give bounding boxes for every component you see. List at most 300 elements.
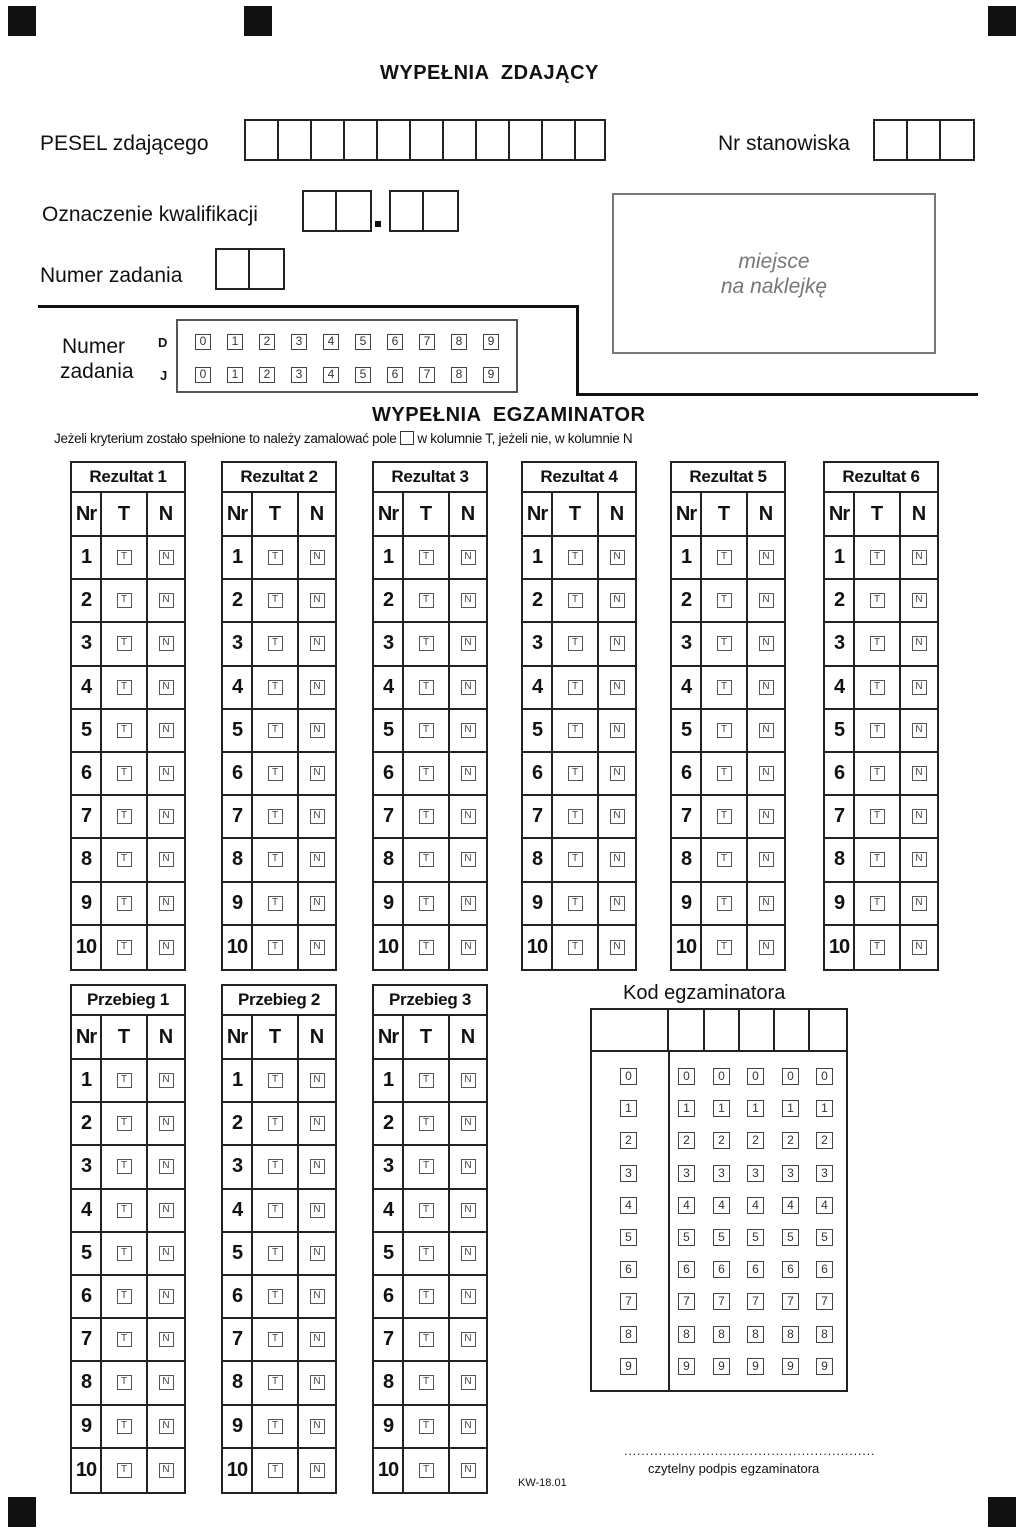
row-number: 4	[523, 667, 553, 708]
kod-bubble-col4-digit-9[interactable]: 9	[747, 1358, 764, 1375]
n-checkbox[interactable]: N	[461, 1073, 476, 1088]
t-checkbox[interactable]: T	[419, 809, 434, 824]
column-header-t: T	[855, 493, 901, 535]
kod-digit-field-2[interactable]	[669, 1010, 705, 1050]
n-checkbox[interactable]: N	[461, 940, 476, 955]
n-checkbox[interactable]: N	[159, 766, 174, 781]
t-checkbox[interactable]: T	[870, 852, 885, 867]
t-checkbox[interactable]: T	[717, 766, 732, 781]
n-checkbox[interactable]: N	[159, 723, 174, 738]
kod-bubble-col4-digit-7[interactable]: 7	[747, 1293, 764, 1310]
n-checkbox[interactable]: N	[610, 593, 625, 608]
kod-bubble-col3-digit-1[interactable]: 1	[713, 1100, 730, 1117]
task-digit-j-1[interactable]: 1	[227, 367, 243, 383]
t-checkbox[interactable]: T	[568, 809, 583, 824]
n-checkbox[interactable]: N	[759, 723, 774, 738]
t-checkbox[interactable]: T	[268, 1463, 283, 1478]
kod-digit-field-5[interactable]	[775, 1010, 810, 1050]
n-checkbox[interactable]: N	[912, 636, 927, 651]
t-checkbox[interactable]: T	[568, 723, 583, 738]
t-checkbox[interactable]: T	[568, 550, 583, 565]
kod-bubble-col1-digit-3[interactable]: 3	[620, 1165, 637, 1182]
row-number: 7	[223, 1319, 253, 1360]
kod-bubble-col5-digit-7[interactable]: 7	[782, 1293, 799, 1310]
task-digit-d-3[interactable]: 3	[291, 334, 307, 350]
t-checkbox[interactable]: T	[117, 852, 132, 867]
kod-bubble-col1-digit-4[interactable]: 4	[620, 1197, 637, 1214]
result-2-title: Rezultat 2	[223, 463, 335, 493]
kod-bubble-col1-digit-0[interactable]: 0	[620, 1068, 637, 1085]
t-checkbox[interactable]: T	[268, 896, 283, 911]
n-checkbox[interactable]: N	[461, 766, 476, 781]
row-number: 10	[72, 926, 102, 969]
kod-bubble-col5-digit-2[interactable]: 2	[782, 1132, 799, 1149]
n-checkbox[interactable]: N	[461, 636, 476, 651]
n-checkbox[interactable]: N	[159, 1332, 174, 1347]
kod-bubble-col5-digit-6[interactable]: 6	[782, 1261, 799, 1278]
t-checkbox[interactable]: T	[117, 1159, 132, 1174]
n-checkbox[interactable]: N	[461, 1159, 476, 1174]
n-checkbox[interactable]: N	[912, 550, 927, 565]
kod-bubble-col2-digit-6[interactable]: 6	[678, 1261, 695, 1278]
kod-bubble-col3-digit-3[interactable]: 3	[713, 1165, 730, 1182]
kod-bubble-col6-digit-3[interactable]: 3	[816, 1165, 833, 1182]
n-checkbox[interactable]: N	[159, 1419, 174, 1434]
table-row	[72, 753, 184, 796]
n-checkbox[interactable]: N	[912, 940, 927, 955]
n-checkbox[interactable]: N	[610, 680, 625, 695]
t-checkbox[interactable]: T	[117, 1116, 132, 1131]
kod-bubble-col4-digit-6[interactable]: 6	[747, 1261, 764, 1278]
table-row	[825, 580, 937, 623]
kod-bubble-col5-digit-8[interactable]: 8	[782, 1326, 799, 1343]
n-checkbox[interactable]: N	[310, 680, 325, 695]
t-checkbox[interactable]: T	[419, 680, 434, 695]
t-checkbox[interactable]: T	[717, 723, 732, 738]
kod-bubble-col2-digit-9[interactable]: 9	[678, 1358, 695, 1375]
table-row	[374, 667, 486, 710]
t-checkbox[interactable]: T	[117, 766, 132, 781]
n-checkbox[interactable]: N	[610, 896, 625, 911]
kod-bubble-col4-digit-8[interactable]: 8	[747, 1326, 764, 1343]
t-checkbox[interactable]: T	[268, 1332, 283, 1347]
n-checkbox[interactable]: N	[159, 1289, 174, 1304]
kod-bubble-col6-digit-1[interactable]: 1	[816, 1100, 833, 1117]
column-n-cell	[901, 839, 937, 880]
column-t-cell	[855, 883, 901, 924]
t-checkbox[interactable]: T	[717, 809, 732, 824]
task-digit-d-9[interactable]: 9	[483, 334, 499, 350]
n-checkbox[interactable]: N	[310, 1159, 325, 1174]
n-checkbox[interactable]: N	[461, 1332, 476, 1347]
t-checkbox[interactable]: T	[870, 636, 885, 651]
n-checkbox[interactable]: N	[759, 809, 774, 824]
n-checkbox[interactable]: N	[310, 550, 325, 565]
kod-bubble-col4-digit-2[interactable]: 2	[747, 1132, 764, 1149]
n-checkbox[interactable]: N	[159, 1203, 174, 1218]
kod-bubble-col3-digit-6[interactable]: 6	[713, 1261, 730, 1278]
t-checkbox[interactable]: T	[419, 766, 434, 781]
kod-digit-field-3[interactable]	[705, 1010, 740, 1050]
n-checkbox[interactable]: N	[310, 940, 325, 955]
task-digit-j-4[interactable]: 4	[323, 367, 339, 383]
t-checkbox[interactable]: T	[268, 723, 283, 738]
n-checkbox[interactable]: N	[461, 809, 476, 824]
n-checkbox[interactable]: N	[912, 896, 927, 911]
t-checkbox[interactable]: T	[717, 940, 732, 955]
t-checkbox[interactable]: T	[419, 1289, 434, 1304]
n-checkbox[interactable]: N	[310, 1419, 325, 1434]
kod-bubble-col1-digit-2[interactable]: 2	[620, 1132, 637, 1149]
t-checkbox[interactable]: T	[268, 1289, 283, 1304]
table-row	[672, 580, 784, 623]
t-checkbox[interactable]: T	[117, 1203, 132, 1218]
kod-bubble-col2-digit-1[interactable]: 1	[678, 1100, 695, 1117]
t-checkbox[interactable]: T	[568, 766, 583, 781]
column-header-nr: Nr	[72, 1016, 102, 1058]
t-checkbox[interactable]: T	[117, 1332, 132, 1347]
station-field[interactable]	[873, 119, 975, 161]
row-number: 8	[825, 839, 855, 880]
t-checkbox[interactable]: T	[117, 1246, 132, 1261]
row-number: 2	[72, 1103, 102, 1144]
row-number: 9	[825, 883, 855, 924]
kod-bubble-col2-digit-3[interactable]: 3	[678, 1165, 695, 1182]
t-checkbox[interactable]: T	[419, 593, 434, 608]
t-checkbox[interactable]: T	[117, 1073, 132, 1088]
qualification-field-part2[interactable]	[389, 190, 459, 232]
n-checkbox[interactable]: N	[461, 1116, 476, 1131]
n-checkbox[interactable]: N	[310, 1332, 325, 1347]
n-checkbox[interactable]: N	[912, 593, 927, 608]
column-t-cell	[253, 883, 299, 924]
t-checkbox[interactable]: T	[568, 593, 583, 608]
kod-bubble-col6-digit-2[interactable]: 2	[816, 1132, 833, 1149]
t-checkbox[interactable]: T	[419, 896, 434, 911]
n-checkbox[interactable]: N	[159, 1246, 174, 1261]
kod-bubble-col2-digit-7[interactable]: 7	[678, 1293, 695, 1310]
n-checkbox[interactable]: N	[310, 809, 325, 824]
task-digit-d-5[interactable]: 5	[355, 334, 371, 350]
t-checkbox[interactable]: T	[419, 1116, 434, 1131]
kod-bubble-col2-digit-4[interactable]: 4	[678, 1197, 695, 1214]
table-row	[523, 710, 635, 753]
kod-bubble-col6-digit-9[interactable]: 9	[816, 1358, 833, 1375]
t-checkbox[interactable]: T	[117, 896, 132, 911]
pesel-field[interactable]	[244, 119, 606, 161]
kod-bubble-col5-digit-9[interactable]: 9	[782, 1358, 799, 1375]
t-checkbox[interactable]: T	[268, 636, 283, 651]
t-checkbox[interactable]: T	[419, 1419, 434, 1434]
kod-bubble-col3-digit-2[interactable]: 2	[713, 1132, 730, 1149]
n-checkbox[interactable]: N	[159, 550, 174, 565]
n-checkbox[interactable]: N	[310, 1116, 325, 1131]
task-digit-j-3[interactable]: 3	[291, 367, 307, 383]
kod-bubble-col5-digit-3[interactable]: 3	[782, 1165, 799, 1182]
t-checkbox[interactable]: T	[419, 1203, 434, 1218]
kod-bubble-col6-digit-8[interactable]: 8	[816, 1326, 833, 1343]
t-checkbox[interactable]: T	[568, 680, 583, 695]
t-checkbox[interactable]: T	[117, 593, 132, 608]
t-checkbox[interactable]: T	[117, 723, 132, 738]
kod-bubble-col4-digit-4[interactable]: 4	[747, 1197, 764, 1214]
task-digit-d-6[interactable]: 6	[387, 334, 403, 350]
t-checkbox[interactable]: T	[117, 809, 132, 824]
t-checkbox[interactable]: T	[870, 593, 885, 608]
t-checkbox[interactable]: T	[117, 1375, 132, 1390]
column-header-t: T	[404, 1016, 450, 1058]
kod-bubble-col5-digit-1[interactable]: 1	[782, 1100, 799, 1117]
t-checkbox[interactable]: T	[870, 766, 885, 781]
t-checkbox[interactable]: T	[268, 809, 283, 824]
task-digit-j-5[interactable]: 5	[355, 367, 371, 383]
t-checkbox[interactable]: T	[568, 636, 583, 651]
t-checkbox[interactable]: T	[419, 723, 434, 738]
n-checkbox[interactable]: N	[461, 1375, 476, 1390]
task-digit-d-8[interactable]: 8	[451, 334, 467, 350]
n-checkbox[interactable]: N	[461, 1463, 476, 1478]
n-checkbox[interactable]: N	[159, 593, 174, 608]
task-number-field[interactable]	[215, 248, 285, 290]
t-checkbox[interactable]: T	[870, 680, 885, 695]
t-checkbox[interactable]: T	[268, 680, 283, 695]
kod-bubble-col3-digit-7[interactable]: 7	[713, 1293, 730, 1310]
n-checkbox[interactable]: N	[912, 852, 927, 867]
n-checkbox[interactable]: N	[461, 1203, 476, 1218]
n-checkbox[interactable]: N	[610, 940, 625, 955]
t-checkbox[interactable]: T	[419, 940, 434, 955]
n-checkbox[interactable]: N	[461, 1289, 476, 1304]
t-checkbox[interactable]: T	[419, 1332, 434, 1347]
kod-bubble-col4-digit-0[interactable]: 0	[747, 1068, 764, 1085]
kod-bubble-col1-digit-8[interactable]: 8	[620, 1326, 637, 1343]
result-1-title: Rezultat 1	[72, 463, 184, 493]
n-checkbox[interactable]: N	[310, 896, 325, 911]
n-checkbox[interactable]: N	[461, 723, 476, 738]
t-checkbox[interactable]: T	[419, 1375, 434, 1390]
kod-bubble-col1-digit-7[interactable]: 7	[620, 1293, 637, 1310]
kod-bubble-col6-digit-0[interactable]: 0	[816, 1068, 833, 1085]
n-checkbox[interactable]: N	[759, 593, 774, 608]
n-checkbox[interactable]: N	[159, 1073, 174, 1088]
t-checkbox[interactable]: T	[419, 852, 434, 867]
kod-bubble-col6-digit-5[interactable]: 5	[816, 1229, 833, 1246]
n-checkbox[interactable]: N	[310, 1073, 325, 1088]
t-checkbox[interactable]: T	[117, 636, 132, 651]
kod-bubble-col3-digit-9[interactable]: 9	[713, 1358, 730, 1375]
n-checkbox[interactable]: N	[759, 766, 774, 781]
task-digit-j-6[interactable]: 6	[387, 367, 403, 383]
t-checkbox[interactable]: T	[419, 1159, 434, 1174]
t-checkbox[interactable]: T	[117, 1419, 132, 1434]
column-n-cell	[901, 796, 937, 837]
t-checkbox[interactable]: T	[117, 550, 132, 565]
kod-bubble-col6-digit-4[interactable]: 4	[816, 1197, 833, 1214]
t-checkbox[interactable]: T	[117, 1463, 132, 1478]
t-checkbox[interactable]: T	[419, 550, 434, 565]
t-checkbox[interactable]: T	[268, 1116, 283, 1131]
t-checkbox[interactable]: T	[268, 1159, 283, 1174]
task-digit-j-7[interactable]: 7	[419, 367, 435, 383]
n-checkbox[interactable]: N	[610, 766, 625, 781]
n-checkbox[interactable]: N	[610, 809, 625, 824]
kod-bubble-col3-digit-5[interactable]: 5	[713, 1229, 730, 1246]
n-checkbox[interactable]: N	[461, 1419, 476, 1434]
task-digit-j-8[interactable]: 8	[451, 367, 467, 383]
n-checkbox[interactable]: N	[759, 852, 774, 867]
n-checkbox[interactable]: N	[310, 1289, 325, 1304]
column-n-cell	[599, 926, 635, 969]
n-checkbox[interactable]: N	[310, 636, 325, 651]
n-checkbox[interactable]: N	[310, 766, 325, 781]
t-checkbox[interactable]: T	[870, 550, 885, 565]
n-checkbox[interactable]: N	[159, 1375, 174, 1390]
kod-bubble-col2-digit-5[interactable]: 5	[678, 1229, 695, 1246]
n-checkbox[interactable]: N	[610, 636, 625, 651]
t-checkbox[interactable]: T	[117, 940, 132, 955]
t-checkbox[interactable]: T	[717, 593, 732, 608]
t-checkbox[interactable]: T	[419, 1463, 434, 1478]
n-checkbox[interactable]: N	[159, 852, 174, 867]
kod-bubble-col1-digit-9[interactable]: 9	[620, 1358, 637, 1375]
kod-bubble-col3-digit-4[interactable]: 4	[713, 1197, 730, 1214]
n-checkbox[interactable]: N	[912, 766, 927, 781]
task-digit-d-2[interactable]: 2	[259, 334, 275, 350]
n-checkbox[interactable]: N	[310, 1375, 325, 1390]
kod-bubble-col5-digit-4[interactable]: 4	[782, 1197, 799, 1214]
n-checkbox[interactable]: N	[159, 896, 174, 911]
n-checkbox[interactable]: N	[159, 680, 174, 695]
kod-bubble-col3-digit-8[interactable]: 8	[713, 1326, 730, 1343]
task-digit-d-0[interactable]: 0	[195, 334, 211, 350]
t-checkbox[interactable]: T	[717, 852, 732, 867]
n-checkbox[interactable]: N	[610, 723, 625, 738]
n-checkbox[interactable]: N	[461, 680, 476, 695]
kod-bubble-col2-digit-8[interactable]: 8	[678, 1326, 695, 1343]
t-checkbox[interactable]: T	[419, 1246, 434, 1261]
kod-bubble-col1-digit-1[interactable]: 1	[620, 1100, 637, 1117]
kod-digit-field-4[interactable]	[740, 1010, 775, 1050]
n-checkbox[interactable]: N	[159, 809, 174, 824]
n-checkbox[interactable]: N	[912, 723, 927, 738]
kod-bubble-col5-digit-0[interactable]: 0	[782, 1068, 799, 1085]
n-checkbox[interactable]: N	[759, 550, 774, 565]
n-checkbox[interactable]: N	[461, 550, 476, 565]
task-digit-j-2[interactable]: 2	[259, 367, 275, 383]
n-checkbox[interactable]: N	[759, 680, 774, 695]
task-digit-d-7[interactable]: 7	[419, 334, 435, 350]
row-number: 5	[72, 710, 102, 751]
table-row	[672, 623, 784, 666]
column-t-cell	[253, 1103, 299, 1144]
kod-bubble-col1-digit-6[interactable]: 6	[620, 1261, 637, 1278]
n-checkbox[interactable]: N	[310, 723, 325, 738]
n-checkbox[interactable]: N	[310, 1203, 325, 1218]
t-checkbox[interactable]: T	[717, 680, 732, 695]
table-row	[72, 926, 184, 969]
kod-bubble-col4-digit-3[interactable]: 3	[747, 1165, 764, 1182]
table-row	[825, 926, 937, 969]
t-checkbox[interactable]: T	[419, 636, 434, 651]
t-checkbox[interactable]: T	[717, 636, 732, 651]
process-3-title: Przebieg 3	[374, 986, 486, 1016]
t-checkbox[interactable]: T	[268, 1375, 283, 1390]
n-checkbox[interactable]: N	[159, 636, 174, 651]
qualification-field-part1[interactable]	[302, 190, 372, 232]
kod-bubble-col4-digit-1[interactable]: 1	[747, 1100, 764, 1117]
n-checkbox[interactable]: N	[310, 852, 325, 867]
n-checkbox[interactable]: N	[461, 593, 476, 608]
kod-bubble-col2-digit-2[interactable]: 2	[678, 1132, 695, 1149]
n-checkbox[interactable]: N	[610, 550, 625, 565]
t-checkbox[interactable]: T	[870, 809, 885, 824]
t-checkbox[interactable]: T	[419, 1073, 434, 1088]
n-checkbox[interactable]: N	[912, 809, 927, 824]
t-checkbox[interactable]: T	[568, 940, 583, 955]
kod-bubble-col6-digit-6[interactable]: 6	[816, 1261, 833, 1278]
kod-bubble-col5-digit-5[interactable]: 5	[782, 1229, 799, 1246]
n-checkbox[interactable]: N	[159, 1116, 174, 1131]
t-checkbox[interactable]: T	[268, 593, 283, 608]
t-checkbox[interactable]: T	[568, 852, 583, 867]
kod-bubble-col1-digit-5[interactable]: 5	[620, 1229, 637, 1246]
t-checkbox[interactable]: T	[568, 896, 583, 911]
kod-digit-field-6[interactable]	[810, 1010, 846, 1050]
kod-bubble-col6-digit-7[interactable]: 7	[816, 1293, 833, 1310]
n-checkbox[interactable]: N	[159, 1463, 174, 1478]
task-digit-d-4[interactable]: 4	[323, 334, 339, 350]
t-checkbox[interactable]: T	[117, 1289, 132, 1304]
n-checkbox[interactable]: N	[310, 1463, 325, 1478]
column-t-cell	[102, 796, 148, 837]
n-checkbox[interactable]: N	[461, 1246, 476, 1261]
t-checkbox[interactable]: T	[268, 852, 283, 867]
n-checkbox[interactable]: N	[759, 896, 774, 911]
n-checkbox[interactable]: N	[912, 680, 927, 695]
n-checkbox[interactable]: N	[759, 636, 774, 651]
task-digit-j-0[interactable]: 0	[195, 367, 211, 383]
t-checkbox[interactable]: T	[268, 1203, 283, 1218]
t-checkbox[interactable]: T	[870, 723, 885, 738]
kod-bubble-col4-digit-5[interactable]: 5	[747, 1229, 764, 1246]
kod-bubble-col2-digit-0[interactable]: 0	[678, 1068, 695, 1085]
table-row	[374, 623, 486, 666]
t-checkbox[interactable]: T	[268, 550, 283, 565]
t-checkbox[interactable]: T	[268, 940, 283, 955]
t-checkbox[interactable]: T	[268, 1073, 283, 1088]
t-checkbox[interactable]: T	[117, 680, 132, 695]
kod-bubble-col3-digit-0[interactable]: 0	[713, 1068, 730, 1085]
n-checkbox[interactable]: N	[610, 852, 625, 867]
n-checkbox[interactable]: N	[310, 593, 325, 608]
t-checkbox[interactable]: T	[268, 1419, 283, 1434]
n-checkbox[interactable]: N	[159, 1159, 174, 1174]
t-checkbox[interactable]: T	[717, 896, 732, 911]
n-checkbox[interactable]: N	[461, 896, 476, 911]
t-checkbox[interactable]: T	[717, 550, 732, 565]
task-digit-d-1[interactable]: 1	[227, 334, 243, 350]
t-checkbox[interactable]: T	[870, 896, 885, 911]
n-checkbox[interactable]: N	[461, 852, 476, 867]
n-checkbox[interactable]: N	[759, 940, 774, 955]
kod-digit-field-1[interactable]	[592, 1010, 669, 1050]
task-digit-j-9[interactable]: 9	[483, 367, 499, 383]
t-checkbox[interactable]: T	[268, 1246, 283, 1261]
t-checkbox[interactable]: T	[268, 766, 283, 781]
n-checkbox[interactable]: N	[159, 940, 174, 955]
n-checkbox[interactable]: N	[310, 1246, 325, 1261]
t-checkbox[interactable]: T	[870, 940, 885, 955]
